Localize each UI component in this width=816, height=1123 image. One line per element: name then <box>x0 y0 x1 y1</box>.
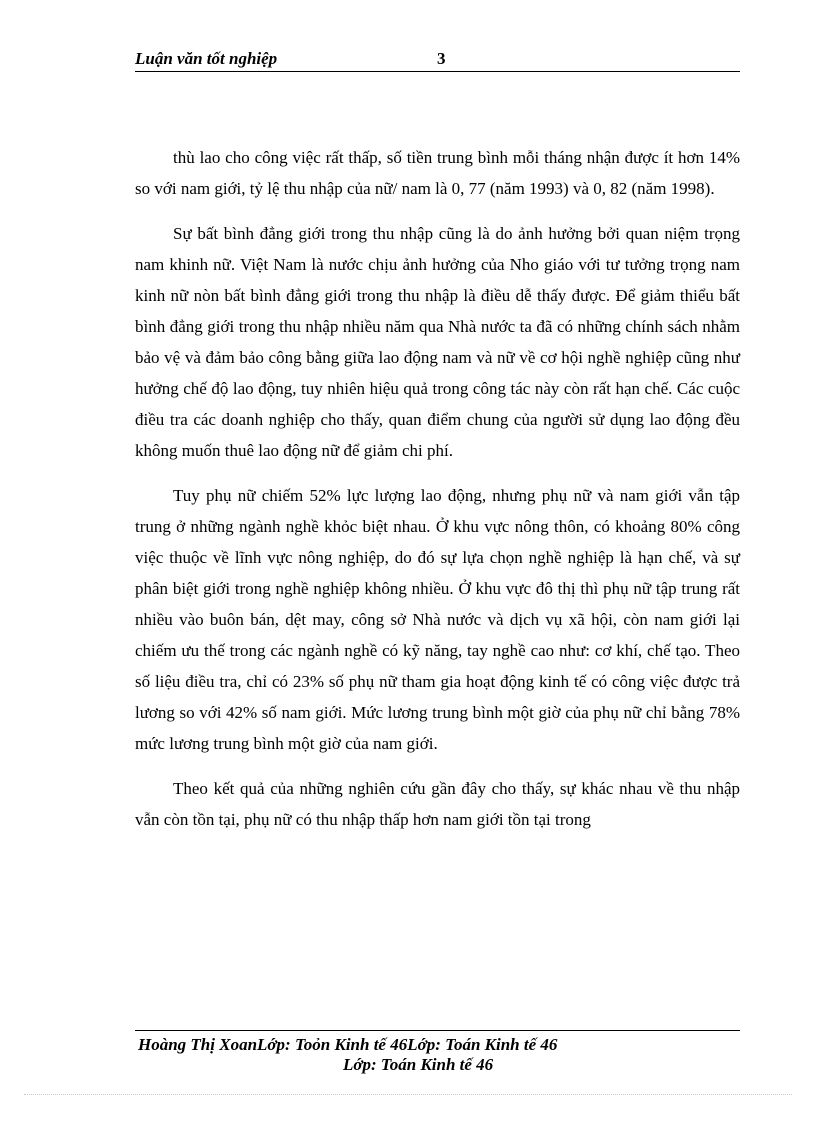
page-bottom-edge <box>24 1094 792 1095</box>
document-title: Luận văn tốt nghiệp <box>135 49 278 68</box>
footer-class: Lớp: Toán Kinh tế 46 <box>343 1055 494 1074</box>
document-body <box>135 142 740 849</box>
footer-author-class: Hoàng Thị XoanLớp: Toỏn Kinh tế 46Lớp: Toán Kinh tế 46 <box>138 1035 558 1054</box>
page-footer <box>135 1030 740 1074</box>
page-header <box>135 49 740 72</box>
paragraph-3: Tuy phụ nữ chiếm 52% lực lượng lao động, nhưng phụ nữ và nam giới vẫn tập trung ở những ngành nghề khỏc biệt nhau. Ở khu vực nông thôn, có khoảng 80% công việc thuộc về lĩnh vực nông nghiệp, do đó sự lựa chọn nghề nghiệp là hạn chế, và sự phân biệt giới trong nghề nghiệp không nhiều. Ở khu vực đô thị thì phụ nữ tập trung rất nhiều vào buôn bán, dệt may, công sở Nhà nước và dịch vụ xã hội, còn nam giới lại chiếm ưu thế trong các ngành nghề có kỹ năng, tay nghề cao như: cơ khí, chế tạo. Theo số liệu điều tra, chỉ có 23% số phụ nữ tham gia hoạt động kinh tế có công việc được trả lương so với 42% số nam giới. Mức lương trung bình một giờ của phụ nữ chỉ bằng 78% mức lương trung bình một giờ của nam giới. <box>135 486 740 753</box>
page-number: 3 <box>437 49 446 68</box>
paragraph-2: Sự bất bình đẳng giới trong thu nhập cũng là do ảnh hưởng bởi quan niệm trọng nam khinh nữ. Việt Nam là nước chịu ảnh hưởng của Nho giáo với tư tưởng trọng nam kinh nữ nòn bất bình đẳng giới trong thu nhập là điều dễ thấy được. Để giảm thiểu bất bình đẳng giới trong thu nhập nhiều năm qua Nhà nước ta đã có những chính sách nhằm bảo vệ và đảm bảo công bằng giữa lao động nam và nữ về cơ hội nghề nghiệp cũng như hưởng chế độ lao động, tuy nhiên hiệu quả trong công tác này còn rất hạn chế. Các cuộc điều tra các doanh nghiệp cho thấy, quan điểm chung của người sử dụng lao động đều không muốn thuê lao động nữ để giảm chi phí. <box>135 224 740 460</box>
paragraph-4: Theo kết quả của những nghiên cứu gần đây cho thấy, sự khác nhau về thu nhập vẫn còn tồn tại, phụ nữ có thu nhập thấp hơn nam giới tồn tại trong <box>135 779 740 829</box>
paragraph-1: thù lao cho công việc rất thấp, số tiền trung bình mỗi tháng nhận được ít hơn 14% so với nam giới, tỷ lệ thu nhập của nữ/ nam là 0, 77 (năm 1993) và 0, 82 (năm 1998). <box>135 148 740 198</box>
